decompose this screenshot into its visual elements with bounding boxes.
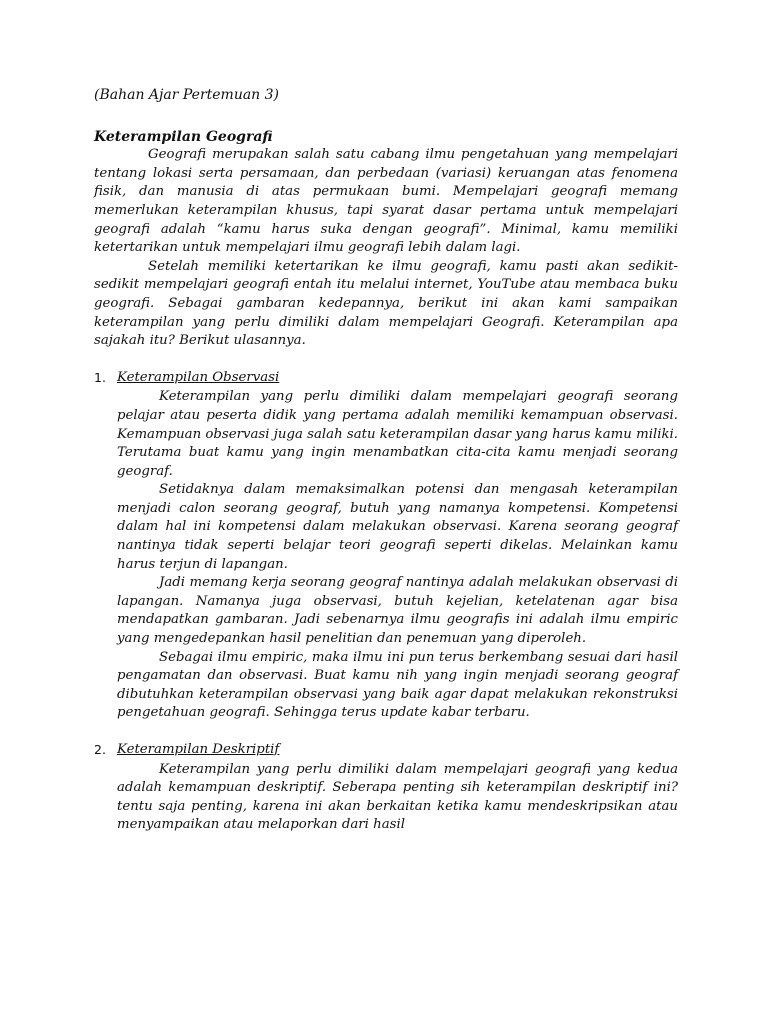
section-paragraph: Setidaknya dalam memaksimalkan potensi dan mengasah keterampilan menjadi calon seorang geograf, butuh yang namanya kompetensi. Kompetensi dalam hal ini kompetensi dalam melakukan observasi. Karena seorang geograf nantinya tidak seperti belajar teori geografi seperti dikelas. Melainkan kamu harus terjun di lapangan. <box>117 482 678 572</box>
section-body <box>117 388 678 723</box>
section-number: 1. <box>94 369 106 385</box>
section-deskriptif <box>94 741 678 835</box>
document-title: Keterampilan Geografi <box>94 128 273 145</box>
section-heading: Keterampilan Observasi <box>117 369 280 385</box>
section-paragraph: Keterampilan yang perlu dimiliki dalam mempelajari geografi yang kedua adalah kemampuan deskriptif. Seberapa penting sih keterampilan deskriptif ini? tentu saja penting, karena ini akan berkaitan ketika kamu mendeskripsikan atau menyampaikan atau melaporkan dari hasil <box>117 761 678 833</box>
section-paragraph: Jadi memang kerja seorang geograf nantinya adalah melakukan observasi di lapangan. Namanya juga observasi, butuh kejelian, ketelatenan agar bisa mendapatkan gambaran. Jadi sebenarnya ilmu geografis ini adalah ilmu empiric yang mengedepankan hasil penelitian dan penemuan yang diperoleh. <box>117 575 678 647</box>
document-content <box>94 86 678 835</box>
section-heading: Keterampilan Deskriptif <box>117 742 280 757</box>
spacer <box>94 723 678 741</box>
intro-paragraph-1: Geografi merupakan salah satu cabang ilmu pengetahuan yang mempelajari tentang lokasi serta persamaan, dan perbedaan (variasi) keruangan atas fenomena fisik, dan manusia di atas permukaan bumi. Mempelajari geografi memang memerlukan keterampilan khusus, tapi syarat dasar pertama untuk mempelajari geografi adalah “kamu harus suka dengan geografi”. Minimal, kamu memiliki ketertarikan untuk mempelajari ilmu geografi lebih dalam lagi. <box>94 147 678 256</box>
section-number: 2. <box>94 742 106 757</box>
intro-paragraph-2: Setelah memiliki ketertarikan ke ilmu geografi, kamu pasti akan sedikit-sedikit mempelajari geografi entah itu melalui internet, YouTube atau membaca buku geografi. Sebagai gambaran kedepannya, berikut ini akan kami sampaikan keterampilan yang perlu dimiliki dalam mempelajari Geografi. Keterampilan apa sajakah itu? Berikut ulasannya. <box>94 258 678 349</box>
document-header: (Bahan Ajar Pertemuan 3) <box>94 87 280 103</box>
section-body <box>117 761 678 835</box>
section-paragraph: Keterampilan yang perlu dimiliki dalam mempelajari geografi seorang pelajar atau peserta didik yang pertama adalah memiliki kemampuan observasi. Kemampuan observasi juga salah satu keterampilan dasar yang harus kamu miliki. Terutama buat kamu yang ingin menambatkan cita-cita kamu menjadi seorang geograf. <box>117 389 678 479</box>
section-observasi <box>94 369 678 723</box>
spacer <box>94 351 678 369</box>
section-paragraph: Sebagai ilmu empiric, maka ilmu ini pun terus berkembang sesuai dari hasil pengamatan dan observasi. Buat kamu nih yang ingin menjadi seorang geograf dibutuhkan keterampilan observasi yang baik agar dapat melakukan rekonstruksi pengetahuan geografi. Sehingga terus update kabar terbaru. <box>117 649 678 721</box>
